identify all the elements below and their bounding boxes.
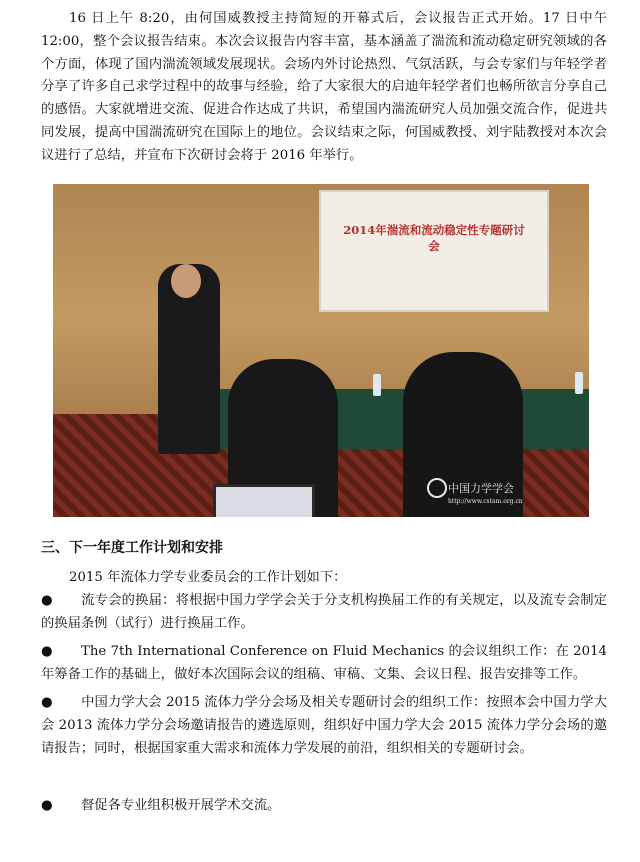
water-bottle [373, 374, 381, 396]
list-item [41, 590, 607, 636]
intro-text: 2015 年流体力学专业委员会的工作计划如下： [69, 570, 347, 585]
bullet-icon: ● [41, 695, 53, 710]
bullet-icon: ● [41, 798, 53, 813]
list-item-text: 督促各专业组积极开展学术交流。 [81, 798, 281, 813]
list-item-text: 流专会的换届：将根据中国力学学会关于分支机构换届工作的有关规定，以及流专会制定的换届条例（试行）进行换届工作。 [41, 593, 607, 631]
photo-watermark [448, 480, 523, 505]
screen-title: 2014年湍流和流动稳定性专题研讨会 [343, 223, 525, 253]
speaker-head [171, 264, 201, 298]
projection-screen [319, 190, 549, 312]
list-item [41, 795, 607, 818]
laptop [213, 484, 315, 517]
list-item [41, 641, 607, 687]
society-logo-icon [427, 478, 447, 498]
water-bottle [575, 372, 583, 394]
list-item-text: 中国力学大会 2015 流体力学分会场及相关专题研讨会的组织工作：按照本会中国力学大会 2013 流体力学分会场邀请报告的遴选原则，组织好中国力学大会 2015 流体力学分会场的邀请报告；同时，根据国家重大需求和流体力学发展的前沿，组织相关的专题研讨会。 [41, 695, 607, 756]
bullet-icon: ● [41, 593, 53, 608]
top-paragraph: 16 日上午 8:20，由何国威教授主持简短的开幕式后，会议报告正式开始。17 日中午 12:00，整个会议报告结束。本次会议报告内容丰富，基本涵盖了湍流和流动稳定研究领域的各个方面，体现了国内湍流领域发展现状。会场内外讨论热烈、气氛活跃，与会专家们与年轻学者分享了许多自己求学过程中的故事与经验，给了大家很大的启迪年轻学者们也畅所欲言分享自己的感悟。大家就增进交流、促进合作达成了共识，希望国内湍流研究人员加强交流合作，促进共同发展，提高中国湍流研究在国际上的地位。会议结束之际，何国威教授、刘宇陆教授对本次会议进行了总结，并宣布下次研讨会将于 2016 年举行。 [41, 11, 607, 163]
watermark-name: 中国力学学会 [448, 482, 514, 495]
bullet-icon: ● [41, 644, 53, 659]
watermark-url: http://www.cstam.org.cn [448, 498, 523, 505]
list-item-text: The 7th International Conference on Fluid Mechanics 的会议组织工作：在 2014 年筹备工作的基础上，做好本次国际会议的组稿、审稿、文集、会议日程、报告安排等工作。 [41, 644, 607, 682]
section-heading: 三、下一年度工作计划和安排 [41, 540, 223, 556]
conference-photo [53, 184, 589, 517]
list-item [41, 692, 607, 760]
